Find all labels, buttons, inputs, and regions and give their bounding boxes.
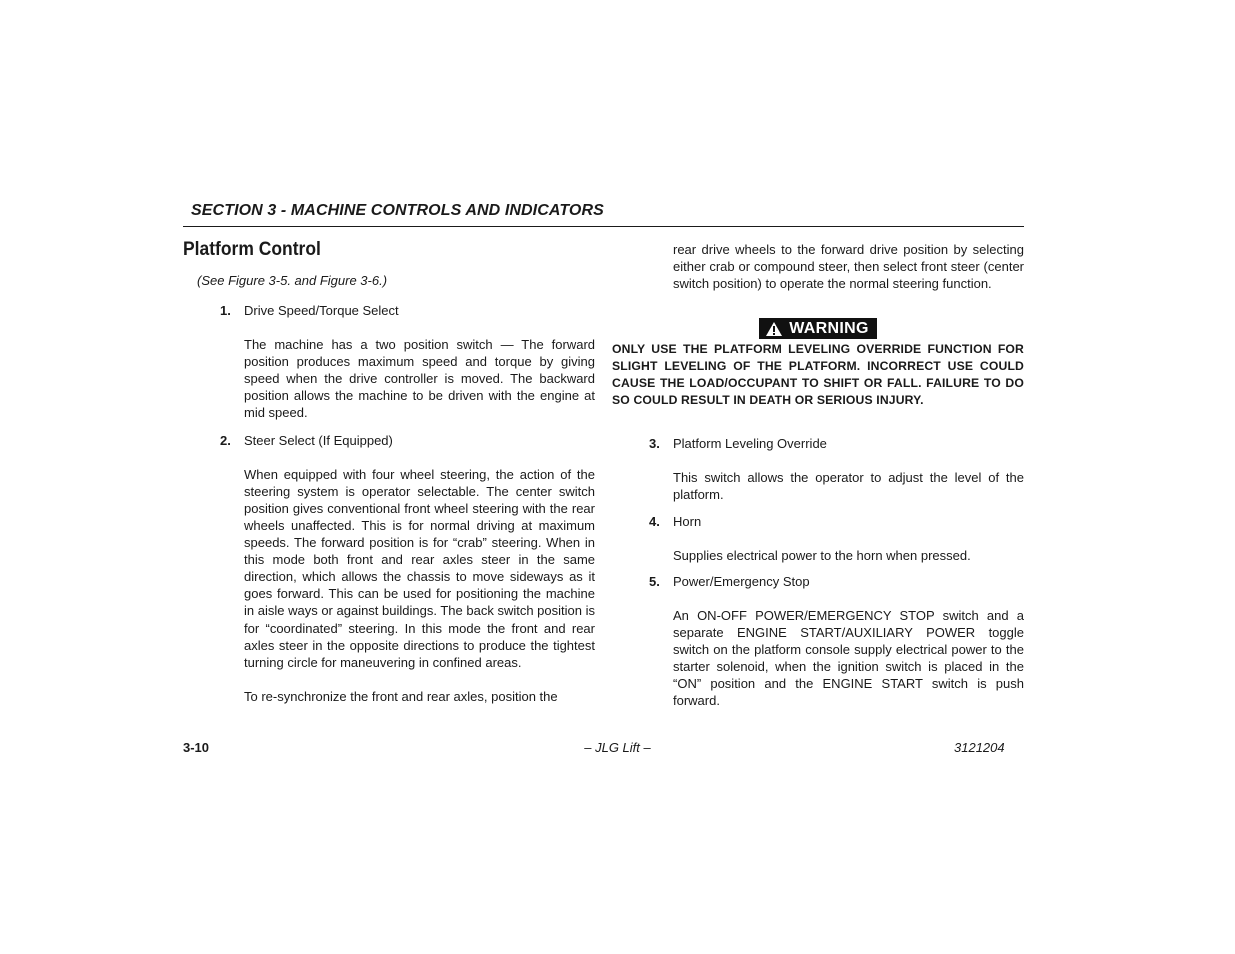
list-item-3 <box>612 435 1024 452</box>
left-column <box>183 302 595 705</box>
item-number: 5. <box>649 573 660 589</box>
item-label: Power/Emergency Stop <box>673 573 810 589</box>
footer-brand: – JLG Lift – <box>584 740 651 755</box>
item-number: 3. <box>649 436 660 452</box>
page-title: Platform Control <box>183 239 321 260</box>
item-body: Supplies electrical power to the horn when pressed. <box>673 547 971 563</box>
continuation-text: rear drive wheels to the forward drive position by selecting either crab or compound steer, then select front steer (center switch position) to operate the normal steering function. <box>673 242 1024 292</box>
item-label: Drive Speed/Torque Select <box>244 303 399 318</box>
item-body: An ON-OFF POWER/EMERGENCY STOP switch and a separate ENGINE START/AUXILIARY POWER toggle switch on the platform console supply electrical power to the starter solenoid, when the ignition switch is placed in the “ON” position and the ENGINE START switch is push forward. <box>673 607 1024 709</box>
list-item-2 <box>183 432 595 449</box>
section-header: SECTION 3 - MACHINE CONTROLS AND INDICATORS <box>191 202 604 219</box>
item-number: 2. <box>220 432 231 448</box>
item-label: Steer Select (If Equipped) <box>244 432 393 448</box>
warning-label: WARNING <box>789 320 869 338</box>
warning-triangle-icon <box>765 321 783 337</box>
item-body: When equipped with four wheel steering, the action of the steering system is operator selectable. The center switch position gives conventional front wheel steering with the rear wheels unaffected. This is for normal driving at maximum speeds. The forward position is for “crab” steering. When in this mode both front and rear axles steer in the same direction, which allows the chassis to move sideways as it goes forward. This can be used for positioning the machine in aisle ways or against buildings. The back switch position is for “coordinated” steering. In this mode the front and rear axles steer in the opposite directions to produce the tightest turning circle for maneuvering in confined areas. <box>244 466 595 670</box>
warning-box <box>612 318 1024 409</box>
list-item-5 <box>612 573 1024 590</box>
document-number: 3121204 <box>954 740 1005 755</box>
item-body: The machine has a two position switch — The forward position produces maximum speed and torque by giving speed when the drive controller is moved. The backward position allows the machine to be driven with the engine at mid speed. <box>244 337 595 421</box>
item-body: This switch allows the operator to adjust the level of the platform. <box>673 470 1024 503</box>
header-rule <box>183 226 1024 227</box>
figure-reference: (See Figure 3-5. and Figure 3-6.) <box>197 273 388 288</box>
page-number: 3-10 <box>183 740 210 755</box>
item-label: Platform Leveling Override <box>673 436 827 452</box>
list-item-4 <box>612 513 1024 530</box>
item-number: 4. <box>649 513 660 529</box>
right-column <box>612 241 1024 709</box>
list-item-1 <box>183 302 595 319</box>
item-number: 1. <box>220 303 231 318</box>
warning-text: ONLY USE THE PLATFORM LEVELING OVERRIDE FUNCTION FOR SLIGHT LEVELING OF THE PLATFORM. INCORRECT USE COULD CAUSE THE LOAD/OCCUPANT TO SHIFT OR FALL. FAILURE TO DO SO COULD RESULT IN DEATH OR SERIOUS INJURY. <box>612 341 1024 408</box>
item-label: Horn <box>673 513 702 529</box>
warning-badge <box>759 318 876 339</box>
item-body-continued: To re-synchronize the front and rear axles, position the <box>244 688 558 704</box>
